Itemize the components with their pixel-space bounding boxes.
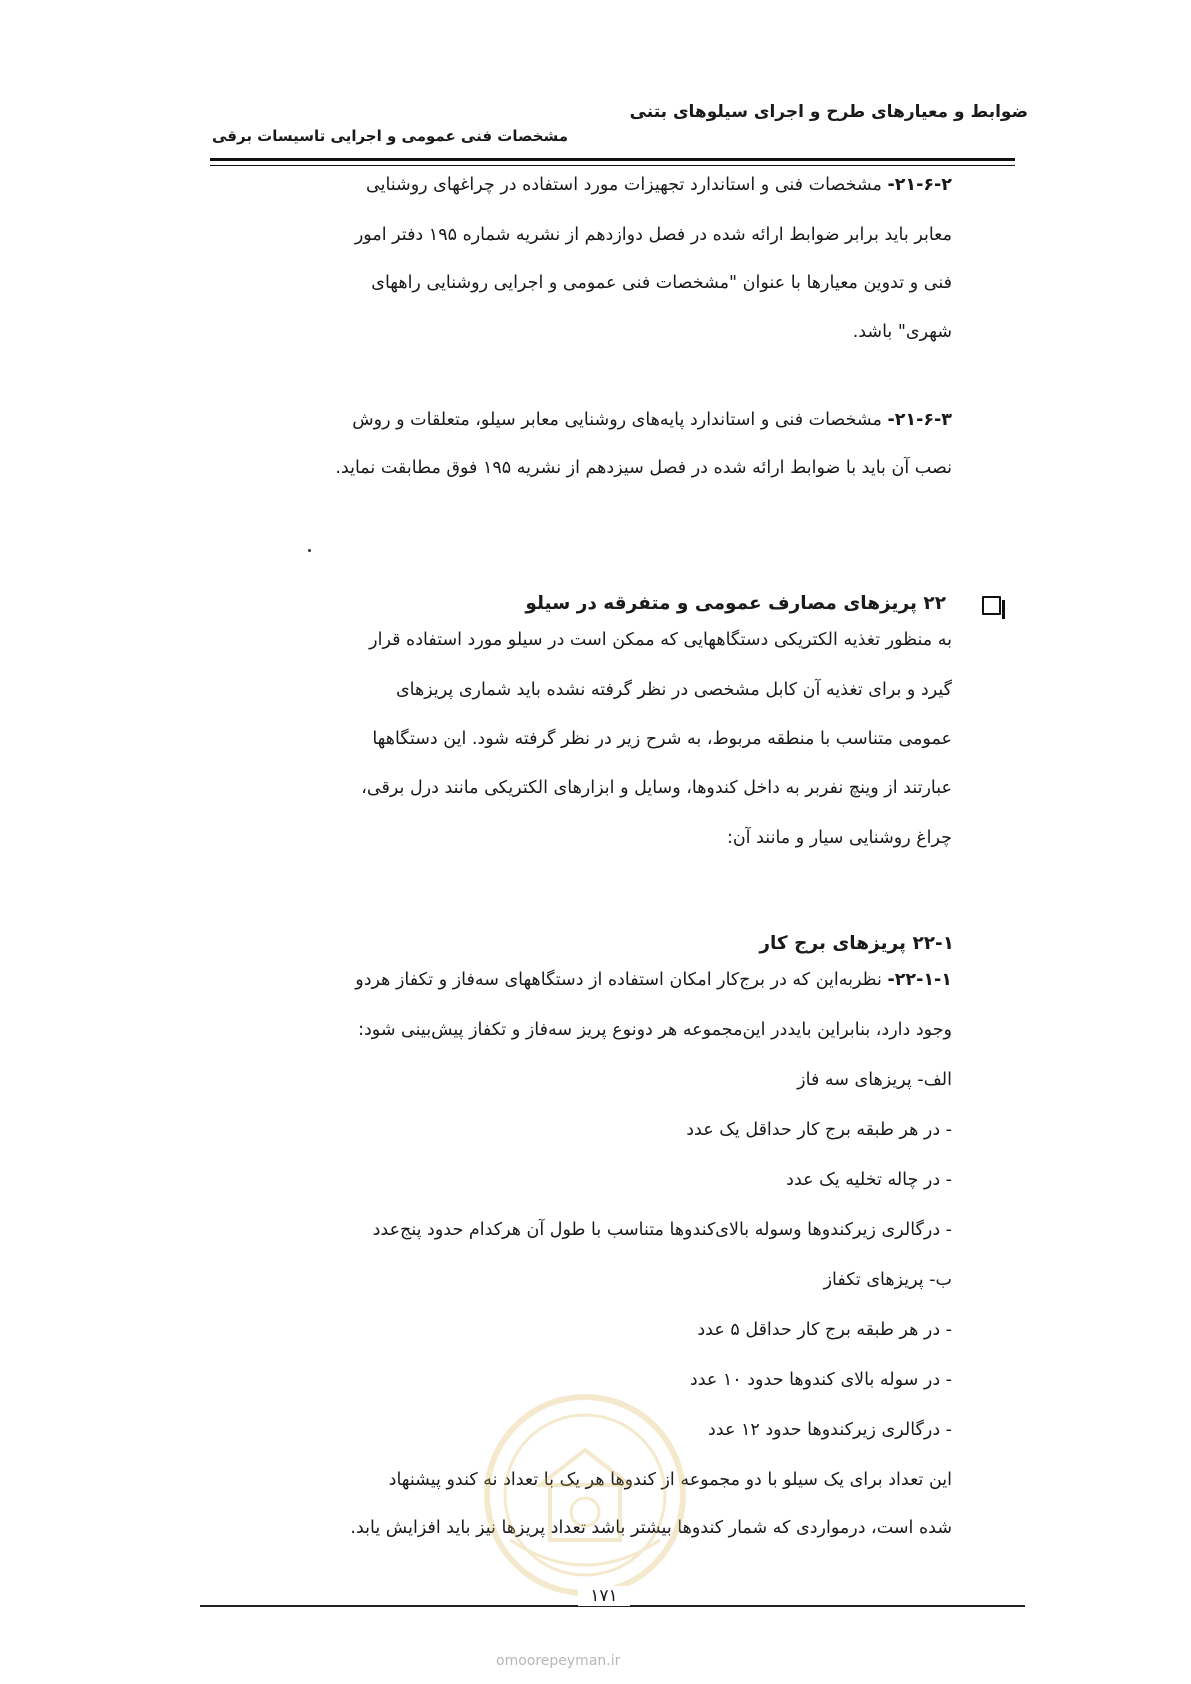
text-line: ۲۱-۶-۳- مشخصات فنی و استاندارد پایه‌های روشنایی معابر سیلو، متعلقات و روش	[352, 410, 952, 430]
text-line: معابر باید برابر ضوابط ارائه شده در فصل دوازدهم از نشریه شماره ۱۹۵ دفتر امور	[354, 225, 952, 245]
section-22-1-heading: ۲۲-۱ پریزهای برج کار	[759, 933, 954, 954]
list-item: ب- پریزهای تکفاز	[823, 1270, 952, 1290]
header-chapter-title: مشخصات فنی عمومی و اجرایی تاسیسات برقی	[212, 127, 569, 145]
page-number: ۱۷۱	[578, 1586, 630, 1606]
section-box-icon	[982, 596, 1001, 615]
list-item: - درگالری زیرکندوها حدود ۱۲ عدد	[708, 1420, 952, 1440]
text-line: ۲۱-۶-۲- مشخصات فنی و استاندارد تجهیزات مورد استفاده در چراغهای روشنایی	[365, 175, 952, 195]
watermark-url: omoorepeyman.ir	[496, 1653, 621, 1669]
section-number: ۲۲-۱-۱-	[887, 970, 952, 990]
text-line: عمومی متناسب با منطقه مربوط، به شرح زیر در نظر گرفته شود. این دستگاهها	[372, 729, 952, 749]
text-line: چراغ روشنایی سیار و مانند آن:	[726, 828, 952, 848]
text-line: شهری" باشد.	[852, 322, 952, 342]
list-item: - درگالری زیرکندوها وسوله بالای‌کندوها متناسب با طول آن هرکدام حدود پنج‌عدد	[372, 1220, 952, 1240]
section-number: ۲۱-۶-۲-	[887, 175, 952, 195]
text-line: عبارتند از وینچ نفربر به داخل کندوها، وسایل و ابزارهای الکتریکی مانند درل برقی،	[361, 778, 952, 798]
section-22-heading: ۲۲ پریزهای مصارف عمومی و متفرقه در سیلو	[525, 593, 946, 614]
scan-dot	[308, 549, 311, 552]
text-line: فنی و تدوین معیارها با عنوان "مشخصات فنی عمومی و اجرایی روشنایی راههای	[371, 273, 952, 293]
list-item: - در هر طبقه برج کار حداقل ۵ عدد	[697, 1320, 952, 1340]
section-number: ۲۱-۶-۳-	[887, 410, 952, 430]
header-rule-thick	[210, 158, 1015, 161]
text-line: وجود دارد، بنابراین بایددر این‌مجموعه هر دونوع پریز سه‌فاز و تکفاز پیش‌بینی شود:	[358, 1020, 952, 1040]
text-line: به منظور تغذیه الکتریکی دستگاههایی که ممکن است در سیلو مورد استفاده قرار	[369, 630, 952, 650]
text-line: این تعداد برای یک سیلو با دو مجموعه از کندوها هر یک با تعداد نه کندو پیشنهاد	[388, 1470, 952, 1490]
text-line: نصب آن باید با ضوابط ارائه شده در فصل سیزدهم از نشریه ۱۹۵ فوق مطابقت نماید.	[335, 458, 952, 478]
text-line: شده است، درمواردی که شمار کندوها بیشتر باشد تعداد پریزها نیز باید افزایش یابد.	[350, 1518, 952, 1538]
text-line: ۲۲-۱-۱- نظربه‌این که در برج‌کار امکان استفاده از دستگاههای سه‌فاز و تکفاز هردو	[355, 970, 952, 990]
header-book-title: ضوابط و معیارهای طرح و اجرای سیلوهای بتنی	[629, 102, 1028, 122]
watermark-seal-icon	[480, 1390, 690, 1600]
list-item: الف- پریزهای سه فاز	[797, 1070, 952, 1090]
list-item: - در چاله تخلیه یک عدد	[786, 1170, 952, 1190]
list-item: - در هر طبقه برج کار حداقل یک عدد	[686, 1120, 952, 1140]
list-item: - در سوله بالای کندوها حدود ۱۰ عدد	[689, 1370, 952, 1390]
text-line: گیرد و برای تغذیه آن کابل مشخصی در نظر گرفته نشده باید شماری پریزهای	[395, 680, 952, 700]
header-rule-thin	[210, 165, 1015, 166]
